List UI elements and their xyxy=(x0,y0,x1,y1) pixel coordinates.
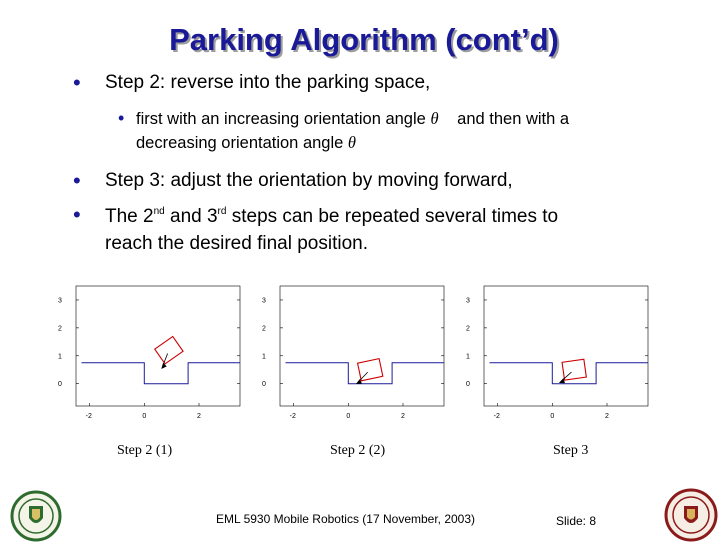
bullet-step3-text: Step 3: adjust the orientation by moving forward, xyxy=(105,170,513,191)
bullet-dot-icon: • xyxy=(73,202,81,227)
caption-step2-1: Step 2 (1) xyxy=(117,443,173,458)
axes-frame xyxy=(280,286,444,406)
y-tick-label: 2 xyxy=(58,325,62,333)
sup-nd: nd xyxy=(153,206,165,217)
slide-title: Parking Algorithm (cont’d) xyxy=(169,22,559,57)
caption-step3: Step 3 xyxy=(553,443,589,458)
bullet-dot-icon: • xyxy=(73,70,81,95)
car-rectangle xyxy=(155,337,183,364)
axes-frame xyxy=(484,286,648,406)
y-tick-label: 3 xyxy=(262,297,266,305)
y-tick-label: 2 xyxy=(262,325,266,333)
bullet-step2 xyxy=(73,70,431,95)
y-tick-label: 1 xyxy=(58,353,62,361)
y-tick-label: 2 xyxy=(466,325,470,333)
plot-step2-2 xyxy=(256,282,446,420)
y-tick-label: 1 xyxy=(262,353,266,361)
plot-step3 xyxy=(460,282,650,420)
bullet-repeat xyxy=(73,202,559,257)
car-body xyxy=(352,359,384,385)
x-tick-label: -2 xyxy=(493,413,500,420)
bullet-step2-text: Step 2: reverse into the parking space, xyxy=(105,72,431,93)
y-tick-label: 3 xyxy=(58,297,62,305)
bullet-repeat-pre: The 2 xyxy=(105,206,154,227)
sub-bullet-dot-icon: • xyxy=(118,108,125,128)
parking-curb-line xyxy=(82,363,241,384)
x-tick-label: -2 xyxy=(289,413,296,420)
car-body xyxy=(556,359,587,384)
footer-slide-number: Slide: 8 xyxy=(556,514,597,528)
car-rectangle xyxy=(358,359,383,381)
bullet-repeat-post: steps can be repeated several times to xyxy=(226,206,559,227)
sub-bullet-line2: decreasing orientation angle xyxy=(136,134,344,152)
car-body xyxy=(150,337,185,370)
x-tick-label: 0 xyxy=(142,413,147,420)
x-tick-label: 0 xyxy=(346,413,351,420)
bullet-repeat-mid: and 3 xyxy=(164,206,218,227)
fsu-seal-logo xyxy=(664,488,718,542)
sup-rd: rd xyxy=(217,206,227,217)
theta-symbol-1: θ xyxy=(430,109,439,128)
plot-step2-1 xyxy=(52,282,242,420)
y-tick-label: 0 xyxy=(262,381,266,389)
bullet-step3 xyxy=(73,168,513,193)
x-tick-label: 2 xyxy=(197,413,201,420)
y-tick-label: 3 xyxy=(466,297,470,305)
x-tick-label: 0 xyxy=(550,413,555,420)
caption-step2-2: Step 2 (2) xyxy=(330,443,386,458)
y-tick-label: 1 xyxy=(466,353,470,361)
y-tick-label: 0 xyxy=(466,381,470,389)
y-tick-label: 0 xyxy=(58,381,62,389)
usf-seal-logo xyxy=(10,490,62,542)
sub-bullet-part1: first with an increasing orientation angle xyxy=(136,110,426,128)
axes-frame xyxy=(76,286,240,406)
bullet-repeat-line2: reach the desired final position. xyxy=(105,233,368,254)
theta-symbol-2: θ xyxy=(347,133,357,152)
bullet-dot-icon: • xyxy=(73,168,81,193)
x-tick-label: 2 xyxy=(605,413,609,420)
x-tick-label: -2 xyxy=(85,413,92,420)
footer-course: EML 5930 Mobile Robotics (17 November, 2003) xyxy=(216,512,476,526)
x-tick-label: 2 xyxy=(401,413,405,420)
sub-bullet-part2: and then with a xyxy=(457,110,570,128)
sub-bullet-angle xyxy=(118,107,676,155)
